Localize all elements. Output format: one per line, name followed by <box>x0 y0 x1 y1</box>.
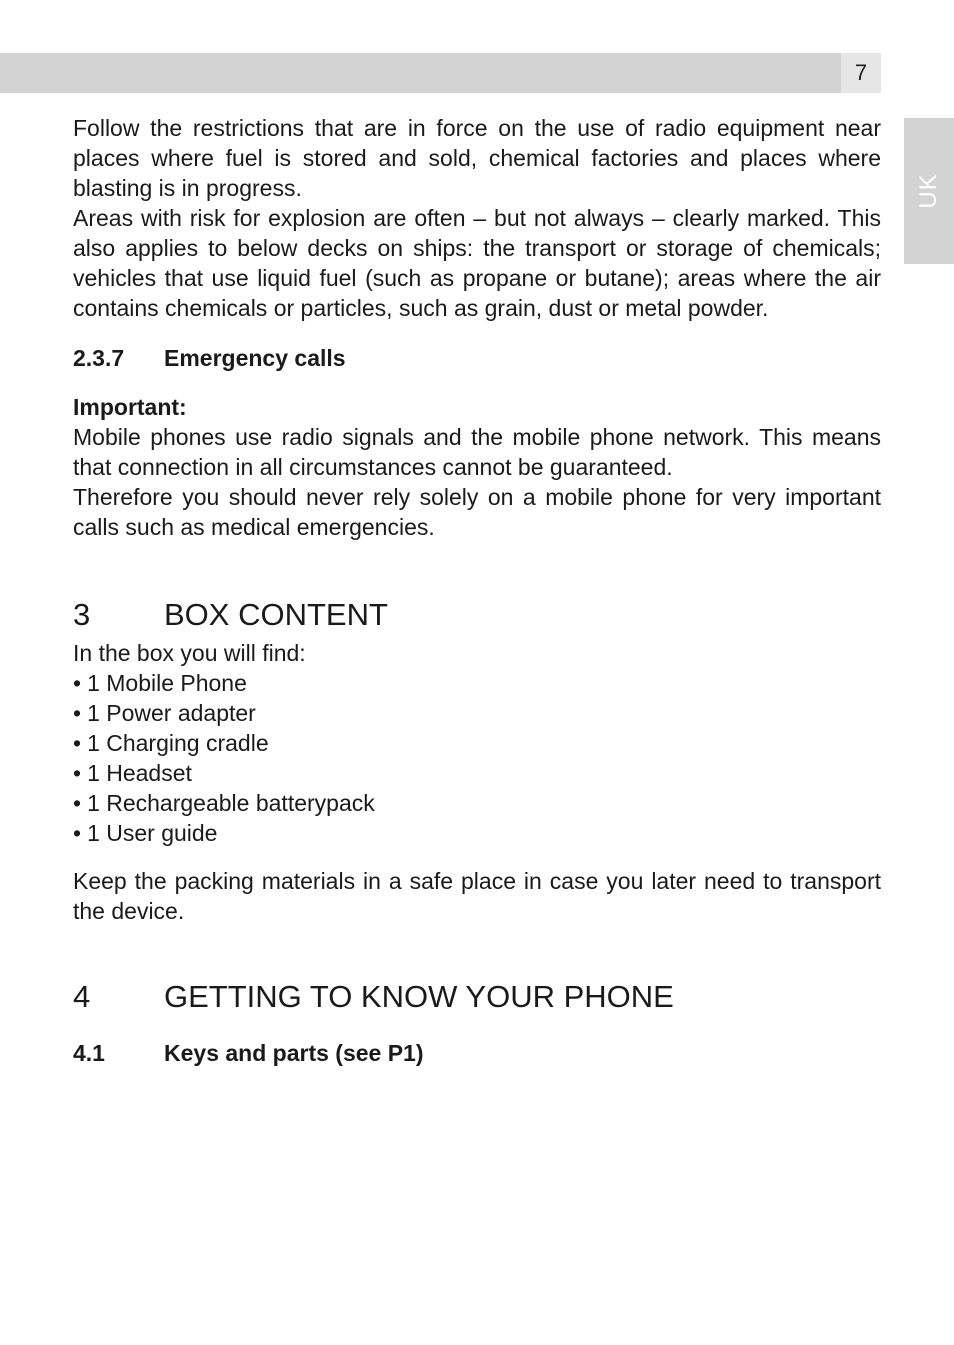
list-item: • 1 Charging cradle <box>73 728 881 758</box>
section-number: 4.1 <box>73 1040 105 1066</box>
emergency-paragraph-1: Mobile phones use radio signals and the mobile phone network. This means that connection in all circumstances cannot be guaranteed. <box>73 424 881 480</box>
section-title: Emergency calls <box>164 345 346 371</box>
page-content <box>73 113 881 1068</box>
section-4-heading <box>73 978 881 1016</box>
section-title: GETTING TO KNOW YOUR PHONE <box>164 979 674 1014</box>
intro-paragraph-2: Areas with risk for explosion are often – but not always – clearly marked. This also applies to below decks on ships: the transport or storage of chemicals; vehicles that use liquid fuel (such as propane or butane); areas where the air contains chemicals or particles, such as grain, dust or metal powder. <box>73 205 881 321</box>
section-4-1-heading <box>73 1038 881 1068</box>
box-intro: In the box you will find: <box>73 640 306 666</box>
section-2-3-7-heading <box>73 343 881 373</box>
intro-paragraph-1: Follow the restrictions that are in force on the use of radio equipment near places where fuel is stored and sold, chemical factories and places where blasting is in progress. <box>73 115 881 201</box>
list-item: • 1 Power adapter <box>73 698 881 728</box>
section-number: 3 <box>73 597 91 632</box>
language-tab <box>904 118 954 264</box>
section-3-heading <box>73 596 881 634</box>
section-number: 4 <box>73 979 91 1014</box>
list-item: • 1 User guide <box>73 818 881 848</box>
box-content-list <box>73 668 881 848</box>
important-label: Important: <box>73 394 187 420</box>
section-title: BOX CONTENT <box>164 597 388 632</box>
section-number: 2.3.7 <box>73 345 125 371</box>
page-number: 7 <box>841 53 881 93</box>
language-tab-label: UK <box>915 173 942 209</box>
list-item: • 1 Headset <box>73 758 881 788</box>
list-item: • 1 Mobile Phone <box>73 668 881 698</box>
header-bar <box>0 53 841 93</box>
packing-paragraph: Keep the packing materials in a safe place in case you later need to transport the device. <box>73 868 881 924</box>
emergency-paragraph-2: Therefore you should never rely solely on a mobile phone for very important calls such as medical emergencies. <box>73 484 881 540</box>
section-title: Keys and parts (see P1) <box>164 1040 424 1066</box>
list-item: • 1 Rechargeable batterypack <box>73 788 881 818</box>
